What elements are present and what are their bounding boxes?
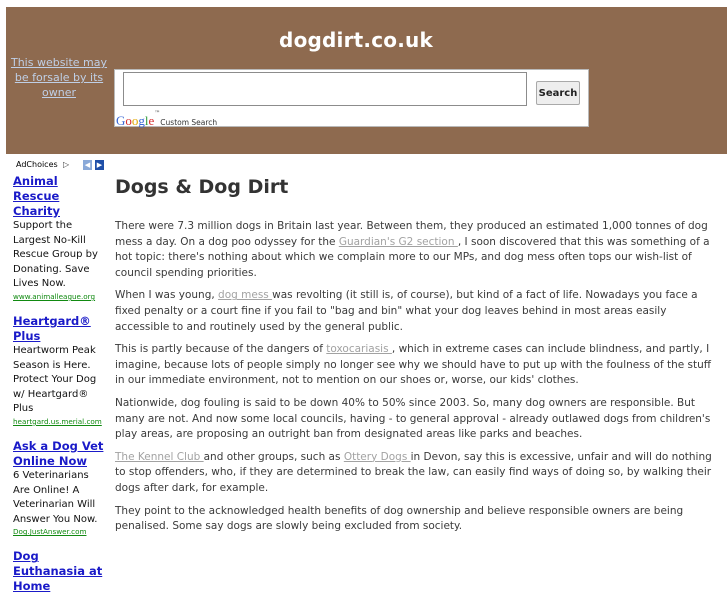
dog-mess-link[interactable]: dog mess [218,289,273,302]
article-title: Dogs & Dog Dirt [115,176,289,198]
article-paragraph [115,288,723,335]
kennel-club-link[interactable]: The Kennel Club [115,450,204,463]
ad-title-link[interactable]: Animal Rescue Charity [13,174,60,218]
paragraph-text: This is partly because of the dangers of [115,343,327,356]
ad-text: Support the Largest No-Kill Rescue Group by Donating. Save Lives Now. [13,220,98,290]
paragraph-text: , which in extreme cases can include blindness, and partly, I imagine, because lots of people simply no longer see why we should have to put up with the foulness of the stuff in our immediate environment, not to mention on our shoes or, worse, our kids' clothes. [115,343,712,387]
next-ad-arrow-icon[interactable]: ▶ [96,161,103,169]
paragraph-text: They point to the acknowledged health benefits of dog ownership and believe responsible owners are being penalised. Some say dogs are slowly being excluded from society. [115,504,684,533]
ad-url-link[interactable]: Dog.JustAnswer.com [13,527,87,537]
article-paragraph [115,396,723,443]
google-custom-search-logo [116,110,218,128]
adchoices-label[interactable]: AdChoices [16,160,58,169]
article-paragraph [115,219,723,281]
google-logo-letter: l [144,113,149,128]
ad-text: 6 Veterinarians Are Online! A Veterinarian Will Answer You Now. [13,469,98,525]
ottery-dogs-link[interactable]: Ottery Dogs [343,450,411,463]
forsale-link[interactable]: This website may be forsale by its owner [10,56,108,99]
article-paragraph [115,450,723,497]
article-paragraph [115,504,723,535]
adchoices-bar [13,160,105,172]
paragraph-text: When I was young, [115,289,219,302]
google-logo-letter: g [138,113,145,128]
google-search-box [114,69,589,127]
ad-unit [13,549,105,594]
paragraph-text: There were 7.3 million dogs in Britain last year. Between them, they produced an estimated 1,000 tonnes of dog mess a day. On a dog poo odyssey for the [115,220,708,248]
paragraph-text: was revolting (it still is, of course), but kind of a fact of life. Nowadays you face a fixed penalty or a court fine if you fail to "bag and bin" what your dog leaves behind in most areas easily accessible to and routinely used by the general public. [115,289,698,333]
search-input[interactable] [123,72,527,106]
google-logo-letter: o [131,113,139,128]
ad-title-link[interactable]: Dog Euthanasia at Home [13,549,103,594]
ad-url-link[interactable]: heartgard.us.merial.com [13,416,102,426]
google-logo-letter: e [148,113,155,128]
custom-search-label: Custom Search [160,118,218,127]
header-banner [6,7,727,154]
paragraph-text: and other groups, such as [203,450,344,463]
ad-unit [13,174,105,302]
ad-unit [13,439,105,537]
previous-ad-arrow-icon[interactable]: ◀ [84,161,91,169]
ad-column [13,160,105,594]
toxocariasis-link[interactable]: toxocariasis [326,343,392,356]
site-title: dogdirt.co.uk [279,28,433,52]
article-paragraph [115,342,723,389]
guardian-g2-link[interactable]: Guardian's G2 section [338,235,458,248]
google-logo-letter: G [116,113,126,128]
paragraph-text: , I soon discovered that this was something of a hot topic: there's nothing about which we complain more to our MPs, and dog mess often tops our wish-list of council spending priorities. [115,235,710,279]
article [115,174,723,535]
adchoices-icon[interactable]: ▷ [63,160,70,169]
ad-text: Heartworm Peak Season is Here. Protect Your Dog w/ Heartgard® Plus [13,344,97,415]
search-button[interactable]: Search [536,81,580,105]
ad-unit [13,314,105,427]
paragraph-text: in Devon, say this is excessive, unfair and will do nothing to stop offenders, who, if they are determined to break the law, can easily find ways of doing so, by walking their dogs after dark, for example. [115,450,712,494]
ad-url-link[interactable]: www.animalleague.org [13,291,96,301]
google-trademark: ™ [154,110,161,117]
paragraph-text: Nationwide, dog fouling is said to be down 40% to 50% since 2003. So, many dog owners are responsible. But many are not. And now some local councils, having - to general approval - already outlawed dogs from children's play areas, are proposing an outright ban from designated areas like parks and beaches. [115,396,711,441]
ad-title-link[interactable]: Heartgard® Plus [13,313,91,343]
google-logo-letter: o [125,113,132,128]
ad-title-link[interactable]: Ask a Dog Vet Online Now [13,438,104,468]
